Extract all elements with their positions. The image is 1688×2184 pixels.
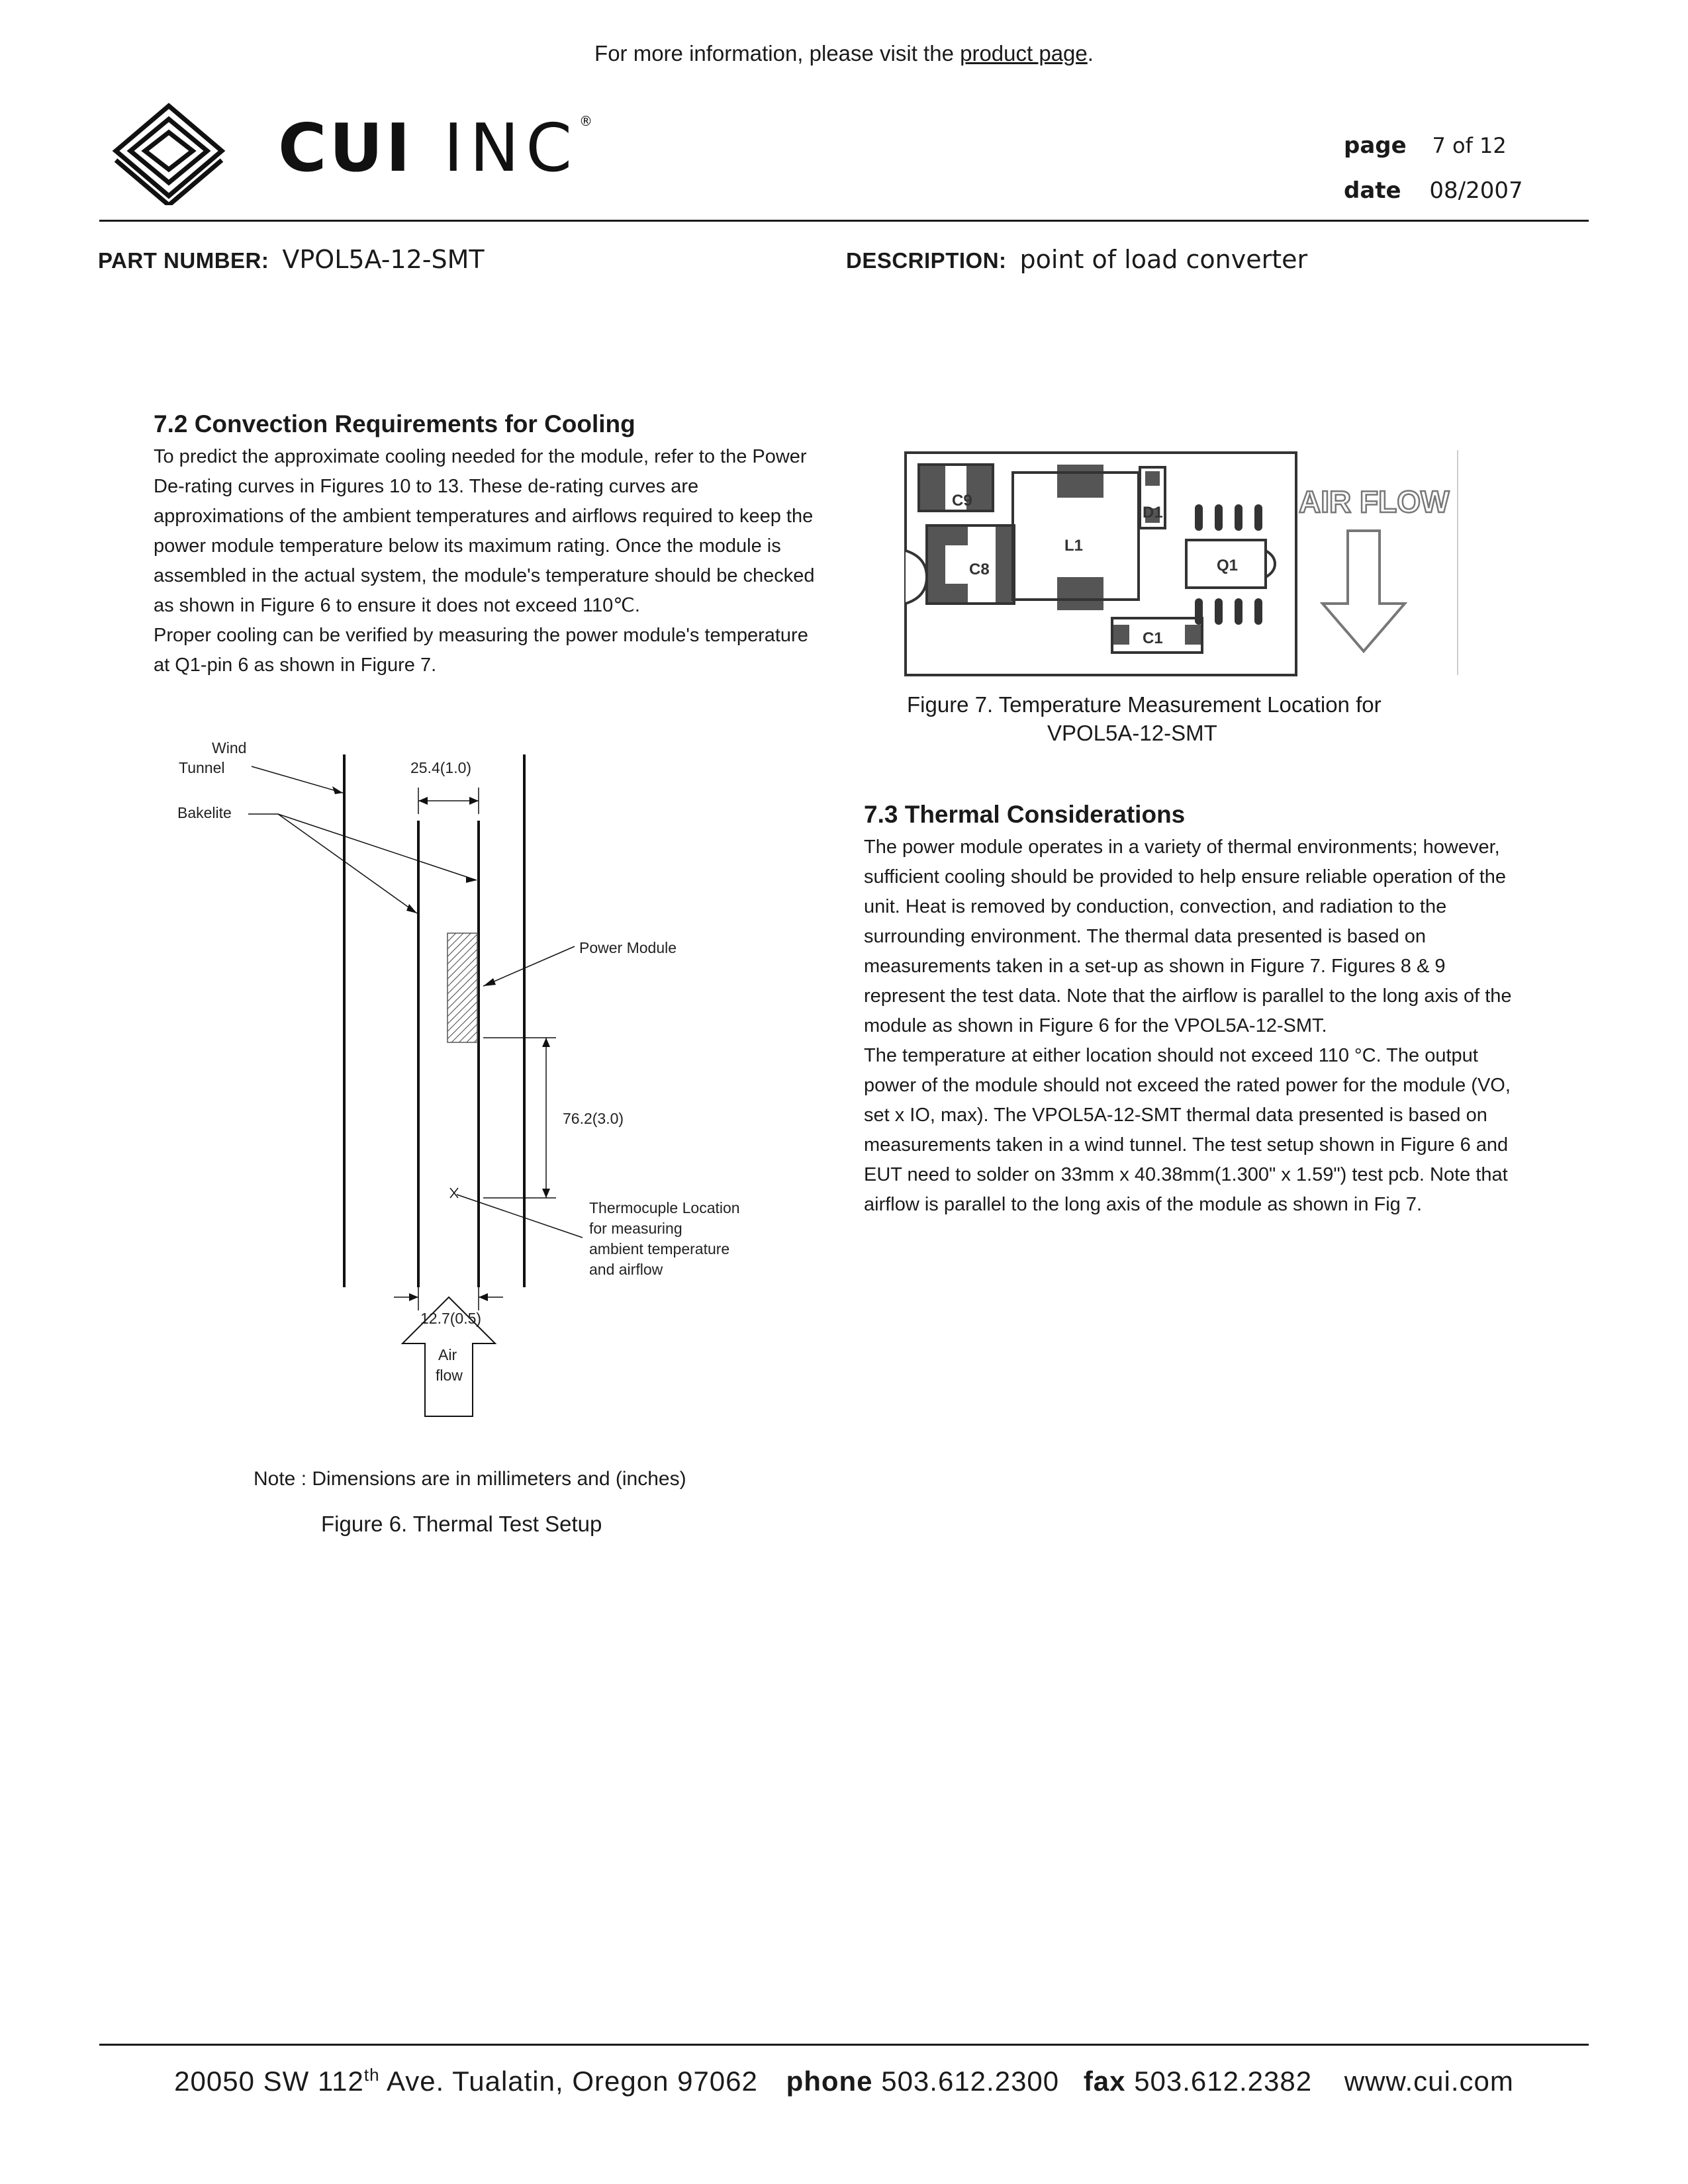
label-thermo-1: Thermocuple Location: [589, 1199, 740, 1216]
section-7-3-para1: The power module operates in a variety of thermal environments; however, sufficient cooling should be provided to help ensure reliable operation of the unit. Heat is removed by conduction, convection, and radiation to the surrounding environment. The thermal data presented is based on measurements taken in a set-up as shown in Figure 7. Figures 8 & 9 represent the test data. Note that the airflow is parallel to the long axis of the module as shown in Figure 6 for the VPOL5A-12-SMT.: [864, 837, 1512, 1036]
section-7-2-para1: To predict the approximate cooling needed for the module, refer to the Power De-rating curves in Figures 10 to 13. These de-rating curves are approximations of the ambient temperatures and airflows required to keep the power module temperature below its maximum rating. Once the module is assembled in the actual system, the module's temperature should be checked as shown in Figure 6 to ensure it does not exceed 110℃.: [154, 446, 815, 616]
footer-address-pre: 20050 SW 112: [174, 2066, 364, 2097]
air-flow-arrow-icon: [1323, 531, 1405, 651]
label-wind: Wind: [212, 739, 247, 756]
page-meta: [1344, 132, 1507, 159]
wind-tunnel-walls: [344, 754, 524, 1287]
date-meta: [1344, 177, 1523, 204]
date-label: date: [1344, 177, 1401, 204]
section-7-3-body: [864, 833, 1526, 1220]
cui-logo: [109, 99, 592, 205]
label-tunnel: Tunnel: [179, 759, 225, 776]
footer-address-sup: th: [363, 2065, 380, 2085]
header-rule: [99, 220, 1589, 222]
label-q1: Q1: [1217, 557, 1239, 574]
power-module-block: [447, 933, 477, 1042]
figure-6-caption: Figure 6. Thermal Test Setup: [321, 1512, 602, 1536]
label-c8: C8: [969, 561, 990, 578]
section-7-2: [154, 410, 816, 680]
label-d1: D1: [1143, 504, 1163, 522]
part-number-label: PART NUMBER:: [98, 248, 269, 273]
figure-7-caption-line1: Figure 7. Temperature Measurement Location for: [907, 692, 1382, 717]
label-c9: C9: [952, 492, 972, 510]
section-7-3: [864, 801, 1526, 1220]
part-number-value: VPOL5A-12-SMT: [282, 245, 485, 274]
footer-address-post: Ave. Tualatin, Oregon 97062: [379, 2066, 758, 2097]
top-notice: [0, 41, 1688, 66]
logo-registered: ®: [579, 113, 592, 129]
label-power-module: Power Module: [579, 939, 677, 956]
section-7-2-para2: Proper cooling can be verified by measuring the power module's temperature at Q1-pin 6 as shown in Figure 7.: [154, 625, 808, 676]
logo-brand: CUI: [278, 109, 413, 187]
footer-fax-label: fax: [1083, 2066, 1126, 2097]
footer-phone-label: phone: [786, 2066, 873, 2097]
label-air: Air: [438, 1346, 457, 1363]
figure-7-diagram: [900, 445, 1463, 683]
page-label: page: [1344, 132, 1407, 159]
description: [846, 245, 1307, 275]
label-thermo-2: for measuring: [589, 1220, 682, 1237]
label-dim-side: 76.2(3.0): [563, 1110, 624, 1127]
label-dim-bottom: 12.7(0.5): [420, 1310, 482, 1327]
top-notice-suffix: .: [1087, 41, 1094, 66]
description-value: point of load converter: [1019, 245, 1308, 274]
page-value: 7 of 12: [1432, 133, 1507, 158]
product-page-link[interactable]: product page: [960, 41, 1088, 66]
date-value: 08/2007: [1429, 177, 1523, 204]
footer-rule: [99, 2044, 1589, 2046]
label-air-flow: AIR FLOW: [1299, 484, 1450, 519]
part-number: [98, 245, 485, 275]
label-flow: flow: [436, 1367, 463, 1384]
footer-phone-value: 503.612.2300: [881, 2066, 1060, 2097]
figure-6-note: Note : Dimensions are in millimeters and (inches): [254, 1468, 686, 1490]
section-7-3-para2: The temperature at either location should not exceed 110 °C. The output power of the module should not exceed the rated power for the module (VO, set x IO, max). The VPOL5A-12-SMT thermal data presented is based on measurements taken in a wind tunnel. The test setup shown in Figure 6 and EUT need to solder on 33mm x 40.38mm(1.300" x 1.59") test pcb. Note that airflow is parallel to the long axis of the module as shown in Fig 7.: [864, 1045, 1511, 1215]
footer-web-link[interactable]: www.cui.com: [1344, 2066, 1514, 2097]
label-c1: C1: [1143, 629, 1163, 647]
cui-logo-mark-icon: [109, 99, 592, 205]
figure-6-diagram: [159, 728, 794, 1430]
top-notice-prefix: For more information, please visit the: [594, 41, 961, 66]
bakelite-plates: [418, 821, 479, 1287]
description-label: DESCRIPTION:: [846, 248, 1007, 273]
label-dim-top: 25.4(1.0): [410, 759, 472, 776]
logo-suffix: INC: [444, 109, 579, 187]
label-bakelite: Bakelite: [177, 804, 232, 821]
label-thermo-4: and airflow: [589, 1261, 663, 1278]
section-7-2-body: [154, 442, 816, 680]
section-7-2-heading: 7.2 Convection Requirements for Cooling: [154, 410, 635, 437]
footer-fax-value: 503.612.2382: [1134, 2066, 1313, 2097]
figure-7-caption-line2: VPOL5A-12-SMT: [1047, 721, 1217, 745]
label-l1: L1: [1064, 537, 1084, 555]
footer: [0, 2065, 1688, 2097]
section-7-3-heading: 7.3 Thermal Considerations: [864, 801, 1186, 828]
label-thermo-3: ambient temperature: [589, 1240, 730, 1257]
